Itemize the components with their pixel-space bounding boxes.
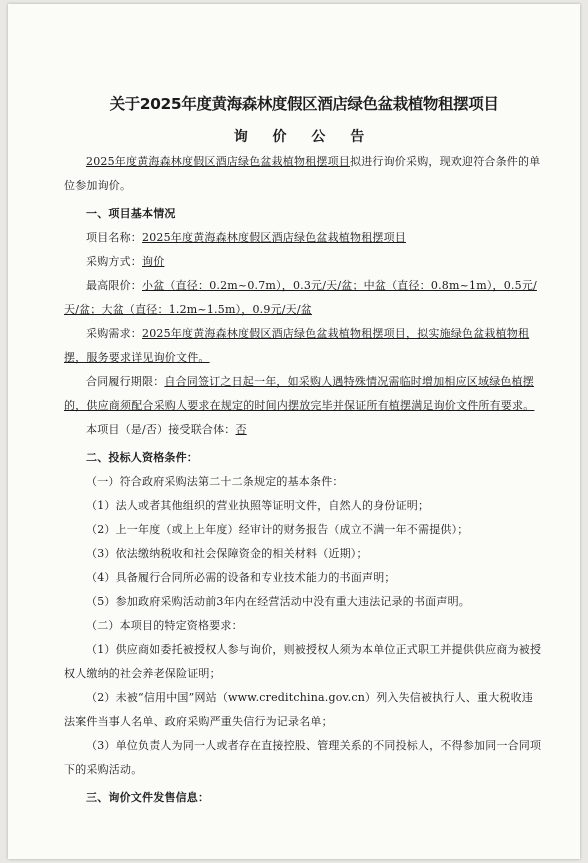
qualification-item: （2）上一年度（或上上年度）经审计的财务报告（成立不满一年不需提供）； [86,523,469,536]
special-requirement: （3）单位负责人为同一人或者存在直接控股、管理关系的不同投标人，不得参加同一合同项下的采购活动。 [64,739,542,776]
section2-heading: 二、投标人资格条件： [86,451,198,464]
document-title: 关于2025年度黄海森林度假区酒店绿色盆栽植物租摆项目 [109,95,499,113]
demand-value: 2025年度黄海森林度假区酒店绿色盆栽植物租摆项目，拟实施绿色盆栽植物租摆，服务要求详见询价文件。 [64,327,530,364]
period-label: 合同履行期限： [86,375,165,388]
method-label: 采购方式： [86,255,142,268]
project-name-value: 2025年度黄海森林度假区酒店绿色盆栽植物租摆项目 [142,231,406,244]
section2-sub1: （一）符合政府采购法第二十二条规定的基本条件： [86,475,344,488]
section1-heading: 一、项目基本情况 [86,207,176,220]
period-value: 自合同签订之日起一年，如采购人遇特殊情况需临时增加相应区域绿色植摆的，供应商须配合采购人要求在规定的时间内摆放完毕并保证所有植摆满足询价文件所有要求。 [64,375,535,412]
period-line [64,370,544,418]
qualification-item: （5）参加政府采购活动前3年内在经营活动中没有重大违法记录的书面声明。 [86,595,470,608]
document-page [8,4,580,859]
project-name-label: 项目名称： [86,231,142,244]
intro-paragraph [64,150,544,198]
intro-text: 拟进行询价采购，现欢迎符合条件的单位参加询价。 [64,155,541,192]
demand-line [64,322,544,370]
method-value: 询价 [142,255,165,268]
section3-heading: 三、询价文件发售信息： [86,791,210,804]
method-line [64,250,544,274]
consortium-value: 否 [235,423,247,436]
document-content [64,92,544,810]
consortium-label: 本项目（是/否）接受联合体： [86,423,236,436]
price-line [64,274,544,322]
section2-sub2: （二）本项目的特定资格要求： [86,619,243,632]
project-name-line [64,226,544,250]
intro-project-name: 2025年度黄海森林度假区酒店绿色盆栽植物租摆项目 [86,155,350,168]
special-requirement: （1）供应商如委托被授权人参与询价，则被授权人须为本单位正式职工并提供供应商为被授权人缴纳的社会养老保险证明； [64,643,542,680]
price-label: 最高限价： [86,279,142,292]
special-requirement: （2）未被“信用中国”网站（www.creditchina.gov.cn）列入失信被执行人、重大税收违法案件当事人名单、政府采购严重失信行为记录名单； [64,691,534,728]
qualification-item: （4）具备履行合同所必需的设备和专业技术能力的书面声明； [86,571,396,584]
consortium-line [64,418,544,442]
demand-label: 采购需求： [86,327,142,340]
qualification-item: （1）法人或者其他组织的营业执照等证明文件，自然人的身份证明； [86,499,430,512]
price-value: 小盆（直径：0.2m~0.7m），0.3元/天/盆；中盆（直径：0.8m~1m），0.5元/天/盆；大盆（直径：1.2m~1.5m），0.9元/天/盆 [64,279,537,316]
qualification-item: （3）依法缴纳税收和社会保障资金的相关材料（近期）； [86,547,368,560]
document-subtitle: 询 价 公 告 [233,129,375,145]
